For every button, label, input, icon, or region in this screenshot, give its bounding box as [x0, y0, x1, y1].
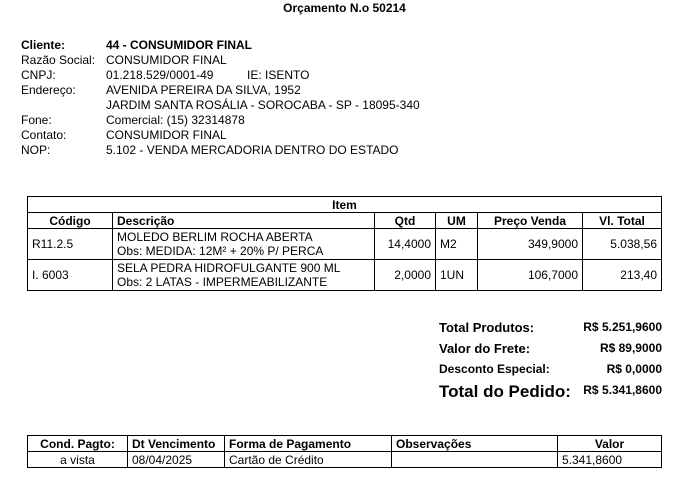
item-descricao [113, 229, 375, 260]
frete-label: Valor do Frete: [439, 341, 531, 356]
total-pedido-value: R$ 5.341,8600 [583, 383, 662, 397]
nop-label: NOP: [21, 143, 51, 157]
frete-row [439, 341, 662, 362]
contato-label: Contato: [21, 128, 67, 142]
total-produtos-value: R$ 5.251,9600 [583, 320, 662, 334]
fone-value: Comercial: (15) 32314878 [106, 113, 245, 127]
client-value: 44 - CONSUMIDOR FINAL [106, 38, 253, 52]
total-produtos-row [439, 320, 662, 341]
item-codigo: R11.2.5 [28, 229, 113, 260]
table-row [28, 452, 662, 468]
header-total: Vl. Total [583, 213, 662, 229]
desconto-label: Desconto Especial: [439, 362, 550, 376]
frete-value: R$ 89,9000 [599, 341, 662, 355]
header-forma-pagamento: Forma de Pagamento [225, 436, 392, 452]
item-preco: 349,9000 [478, 229, 583, 260]
endereco-label: Endereço: [21, 83, 76, 97]
total-produtos-label: Total Produtos: [439, 320, 535, 335]
item-codigo: I. 6003 [28, 260, 113, 291]
cnpj-label: CNPJ: [21, 68, 56, 82]
ie-value: IE: ISENTO [247, 68, 310, 82]
endereco-line2: JARDIM SANTA ROSÁLIA - SOROCABA - SP - 18095-340 [106, 98, 420, 112]
desconto-row [439, 362, 662, 380]
totals-block [439, 320, 662, 404]
payment-forma: Cartão de Crédito [225, 452, 392, 468]
item-total: 213,40 [583, 260, 662, 291]
razao-value: CONSUMIDOR FINAL [106, 53, 227, 67]
header-preco: Preço Venda [478, 213, 583, 229]
item-um: M2 [436, 229, 478, 260]
item-desc-obs: Obs: 2 LATAS - IMPERMEABILIZANTE [117, 275, 328, 289]
header-cond-pagto: Cond. Pagto: [28, 436, 128, 452]
header-um: UM [436, 213, 478, 229]
header-descricao: Descrição [113, 213, 375, 229]
document-title: Orçamento N.o 50214 [283, 1, 406, 15]
nop-value: 5.102 - VENDA MERCADORIA DENTRO DO ESTADO [106, 143, 399, 157]
item-total: 5.038,56 [583, 229, 662, 260]
contato-value: CONSUMIDOR FINAL [106, 128, 227, 142]
item-qtd: 14,4000 [375, 229, 436, 260]
item-um: 1UN [436, 260, 478, 291]
payment-vencimento: 08/04/2025 [128, 452, 225, 468]
cnpj-value: 01.218.529/0001-49 [106, 68, 214, 82]
item-preco: 106,7000 [478, 260, 583, 291]
total-pedido-row [439, 380, 662, 404]
payment-cond: a vista [28, 452, 128, 468]
items-header-row [28, 213, 662, 229]
item-desc-line1: MOLEDO BERLIM ROCHA ABERTA [117, 230, 313, 244]
table-row [28, 229, 662, 260]
item-descricao [113, 260, 375, 291]
payment-valor: 5.341,8600 [558, 452, 662, 468]
header-observacoes: Observações [392, 436, 558, 452]
items-table [27, 196, 662, 291]
endereco-line1: AVENIDA PEREIRA DA SILVA, 1952 [106, 83, 301, 97]
payment-table [27, 435, 662, 468]
desconto-value: R$ 0,0000 [606, 362, 662, 376]
header-qtd: Qtd [375, 213, 436, 229]
razao-label: Razão Social: [21, 53, 96, 67]
payment-header-row [28, 436, 662, 452]
fone-label: Fone: [21, 113, 52, 127]
client-label: Cliente: [21, 38, 66, 52]
total-pedido-label: Total do Pedido: [439, 382, 571, 401]
table-row [28, 260, 662, 291]
header-codigo: Código [28, 213, 113, 229]
header-valor: Valor [558, 436, 662, 452]
item-qtd: 2,0000 [375, 260, 436, 291]
header-vencimento: Dt Vencimento [128, 436, 225, 452]
payment-observacoes [392, 452, 558, 468]
items-caption: Item [28, 197, 662, 213]
item-desc-line1: SELA PEDRA HIDROFULGANTE 900 ML [117, 261, 341, 275]
item-desc-obs: Obs: MEDIDA: 12M² + 20% P/ PERCA [117, 244, 324, 258]
